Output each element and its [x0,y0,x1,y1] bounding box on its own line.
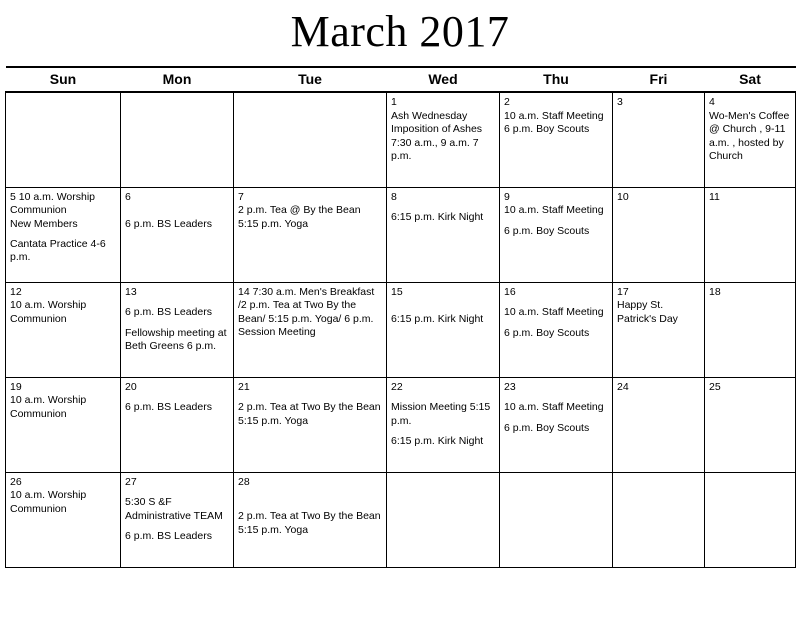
day-number: 13 [125,285,137,298]
day-event: 2 p.m. Tea at Two By the Bean [238,510,381,523]
event-spacer [504,299,608,306]
day-number: 19 [10,380,22,393]
event-spacer [504,218,608,225]
event-spacer [125,299,229,306]
calendar-day-cell[interactable] [705,187,796,282]
calendar-day-cell[interactable] [6,187,121,282]
calendar-day-cell[interactable] [500,187,613,282]
calendar-day-cell[interactable] [500,472,613,567]
day-number: 12 [10,285,22,298]
calendar-day-cell[interactable] [121,92,234,187]
calendar-day-cell[interactable] [705,377,796,472]
day-event: Ash Wednesday Imposition of Ashes 7:30 a.m., 9 a.m. 7 p.m. [391,109,483,162]
day-event: 6:15 p.m. Kirk Night [391,313,484,326]
event-spacer [125,523,229,530]
event-spacer [238,496,382,503]
calendar-day-cell[interactable] [121,282,234,377]
day-number: 1 [391,96,397,108]
day-event: Mission Meeting 5:15 p.m. [391,401,491,427]
day-number: 27 [125,475,137,488]
calendar-day-cell[interactable] [121,377,234,472]
day-event: 10 a.m. Worship Communion [10,394,87,420]
day-event: 5:30 S &F Administrative TEAM [125,496,223,522]
day-number: 2 [504,96,510,108]
calendar-day-cell[interactable] [6,92,121,187]
calendar-table [5,66,796,568]
weekday-header-mon: Mon [121,67,234,92]
day-event: Happy St. Patrick's Day [617,299,678,325]
day-event: 5:15 p.m. Yoga [238,217,309,230]
day-number: 3 [617,96,623,108]
event-spacer [391,299,495,306]
calendar-day-cell[interactable] [121,187,234,282]
calendar-week-row [6,92,796,187]
calendar-day-cell[interactable] [234,472,387,567]
weekday-header-sat: Sat [705,67,796,92]
day-event: Fellowship meeting at Beth Greens 6 p.m. [125,326,227,353]
day-event: 10 a.m. Staff Meeting [504,204,604,217]
day-event: 10 a.m. Staff Meeting [504,401,604,414]
calendar-day-cell[interactable] [613,282,705,377]
day-event: 6 p.m. BS Leaders [125,306,212,319]
event-spacer [125,489,229,496]
day-event: 6 p.m. BS Leaders [125,530,212,543]
day-number: 22 [391,380,403,393]
calendar-day-cell[interactable] [387,472,500,567]
weekday-header-row [6,67,796,92]
calendar-day-cell[interactable] [613,92,705,187]
calendar-day-cell[interactable] [387,187,500,282]
calendar-day-cell[interactable] [6,282,121,377]
calendar-week-row [6,187,796,282]
day-number: 16 [504,285,516,298]
day-event: 7:30 a.m. Men's Breakfast /2 p.m. Tea at Two By the Bean/ 5:15 p.m. Yoga/ 6 p.m. Session Meeting [238,285,375,339]
day-number: 11 [709,190,720,203]
event-spacer [391,394,495,401]
day-number: 4 [709,96,715,108]
calendar-day-cell[interactable] [234,187,387,282]
day-number: 20 [125,380,137,393]
day-number: 26 [10,475,22,488]
calendar-week-row [6,377,796,472]
day-number: 17 [617,285,629,298]
event-spacer [504,320,608,327]
event-spacer [125,211,229,218]
day-event: 2 p.m. Tea @ By the Bean [238,204,361,217]
weekday-header-fri: Fri [613,67,705,92]
weekday-header-tue: Tue [234,67,387,92]
day-event: 6 p.m. Boy Scouts [504,421,590,434]
calendar-day-cell[interactable] [705,92,796,187]
calendar-day-cell[interactable] [500,282,613,377]
calendar-body [6,92,796,567]
day-event: 6:15 p.m. Kirk Night [391,435,484,448]
day-event: 6 p.m. BS Leaders [125,401,212,414]
event-spacer [238,489,382,496]
calendar-day-cell[interactable] [613,472,705,567]
event-spacer [125,204,229,211]
calendar-day-cell[interactable] [500,92,613,187]
day-number: 23 [504,380,516,393]
day-event: 10 a.m. Staff Meeting [504,306,604,319]
day-number: 25 [709,380,721,393]
day-number: 9 [504,190,510,203]
day-number: 14 [238,285,250,298]
event-spacer [391,306,495,313]
day-event: 10 a.m. Staff Meeting [504,109,604,122]
day-number: 18 [709,285,721,298]
day-event: 6 p.m. BS Leaders [125,218,212,231]
day-number: 24 [617,380,629,393]
calendar-week-row [6,472,796,567]
event-spacer [125,394,229,401]
day-event: 10 a.m. Worship Communion [10,190,96,217]
calendar-week-row [6,282,796,377]
event-spacer [125,320,229,327]
day-number: 21 [238,380,250,393]
day-event: 2 p.m. Tea at Two By the Bean [238,401,381,414]
event-spacer [391,428,495,435]
day-number: 28 [238,475,250,488]
calendar-day-cell[interactable] [234,92,387,187]
calendar-day-cell[interactable] [387,92,500,187]
page-title: March 2017 [290,7,510,56]
day-event: 5:15 p.m. Yoga [238,523,309,536]
day-event: 6 p.m. Boy Scouts [504,224,590,237]
calendar-day-cell[interactable] [234,377,387,472]
calendar-day-cell[interactable] [121,472,234,567]
weekday-header-thu: Thu [500,67,613,92]
day-number: 10 [617,190,629,203]
calendar-day-cell[interactable] [234,282,387,377]
event-spacer [504,394,608,401]
event-spacer [238,394,382,401]
calendar-day-cell[interactable] [613,187,705,282]
event-spacer [504,415,608,422]
weekday-header-wed: Wed [387,67,500,92]
day-event: 6 p.m. Boy Scouts [504,123,590,136]
event-spacer [391,204,495,211]
day-event: 6 p.m. Boy Scouts [504,326,590,339]
day-number: 6 [125,190,131,203]
calendar-day-cell[interactable] [613,377,705,472]
day-number: 5 [10,190,16,203]
calendar-day-cell[interactable] [6,377,121,472]
day-number: 15 [391,285,403,298]
event-spacer [10,231,116,238]
calendar-day-cell[interactable] [705,472,796,567]
day-event: Cantata Practice 4-6 p.m. [10,238,106,264]
day-event: 10 a.m. Worship Communion [10,299,87,325]
day-event: 5:15 p.m. Yoga [238,414,309,427]
day-event: New Members [10,217,78,230]
day-number: 7 [238,190,244,203]
event-spacer [238,503,382,510]
day-event: Wo-Men's Coffee @ Church , 9-11 a.m. , hosted by Church [709,109,790,162]
calendar-day-cell[interactable] [500,377,613,472]
calendar-day-cell[interactable] [387,377,500,472]
calendar-day-cell[interactable] [705,282,796,377]
day-number: 8 [391,190,397,203]
day-event: 6:15 p.m. Kirk Night [391,211,484,224]
calendar-day-cell[interactable] [387,282,500,377]
calendar-day-cell[interactable] [6,472,121,567]
weekday-header-sun: Sun [6,67,121,92]
day-event: 10 a.m. Worship Communion [10,489,87,515]
